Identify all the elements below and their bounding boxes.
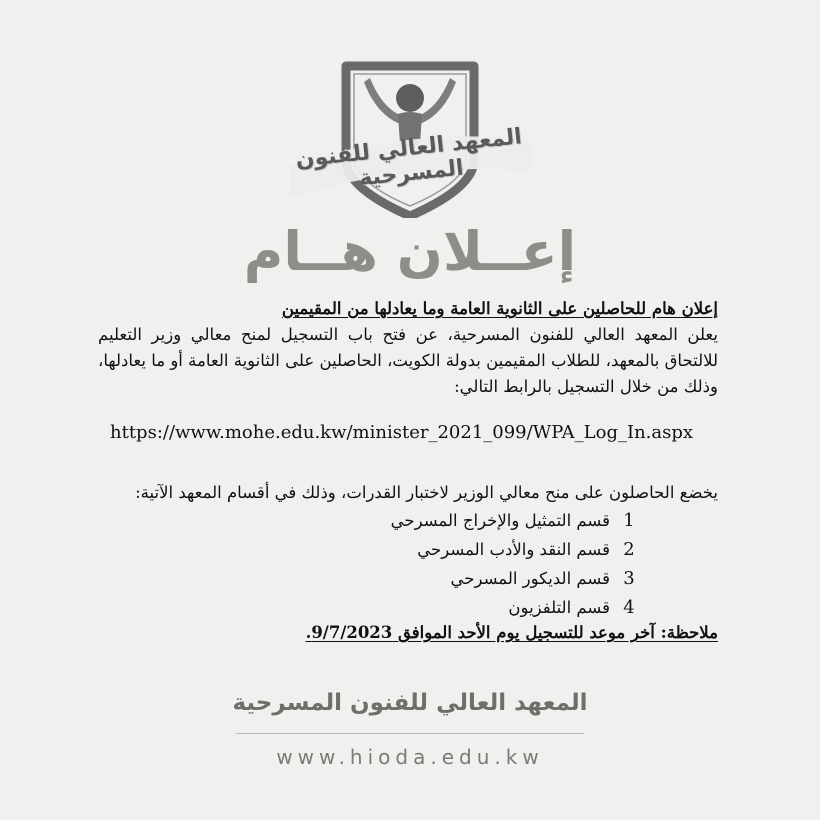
announcement-intro: يعلن المعهد العالي للفنون المسرحية، عن فتح باب التسجيل لمنح معالي وزير التعليم للالتحاق بالمعهد، للطلاب المقيمين بدولة الكويت، الحاصلين على الثانوية العامة أو ما يعادلها، وذلك من خلال التسجيل بالرابط التالي:	[98, 325, 718, 396]
announcement-body	[98, 296, 718, 644]
logo-text: المعهد العالي للفنون المسرحية	[294, 124, 523, 192]
announcement-subject: إعلان هام للحاصلين على الثانوية العامة وما يعادلها من المقيمين	[281, 299, 718, 318]
department-name: قسم التمثيل والإخراج المسرحي	[390, 511, 610, 530]
department-name: قسم الديكور المسرحي	[450, 569, 610, 588]
list-number: 1	[623, 510, 635, 531]
page-heading: إعــلان هــام	[243, 220, 577, 283]
institute-logo	[270, 48, 550, 218]
list-item	[98, 535, 642, 564]
departments-list	[98, 506, 718, 622]
list-item	[98, 564, 642, 593]
departments-lead: يخضع الحاصلون على منح معالي الوزير لاختبار القدرات، وذلك في أقسام المعهد الآتية:	[135, 483, 718, 502]
list-number: 4	[623, 597, 635, 618]
list-number: 2	[623, 539, 635, 560]
deadline-note: ملاحظة: آخر موعد للتسجيل يوم الأحد الموافق 9/7/2023.	[305, 623, 718, 642]
list-number: 3	[623, 568, 635, 589]
list-item	[98, 593, 642, 622]
registration-link[interactable]: https://www.mohe.edu.kw/minister_2021_099/WPA_Log_In.aspx	[110, 422, 694, 443]
footer-institute-name: المعهد العالي للفنون المسرحية	[232, 690, 588, 716]
footer-divider	[236, 733, 584, 734]
list-item	[98, 506, 642, 535]
department-name: قسم النقد والأدب المسرحي	[417, 540, 610, 559]
footer-website[interactable]: www.hioda.edu.kw	[276, 745, 544, 769]
department-name: قسم التلفزيون	[508, 598, 610, 617]
